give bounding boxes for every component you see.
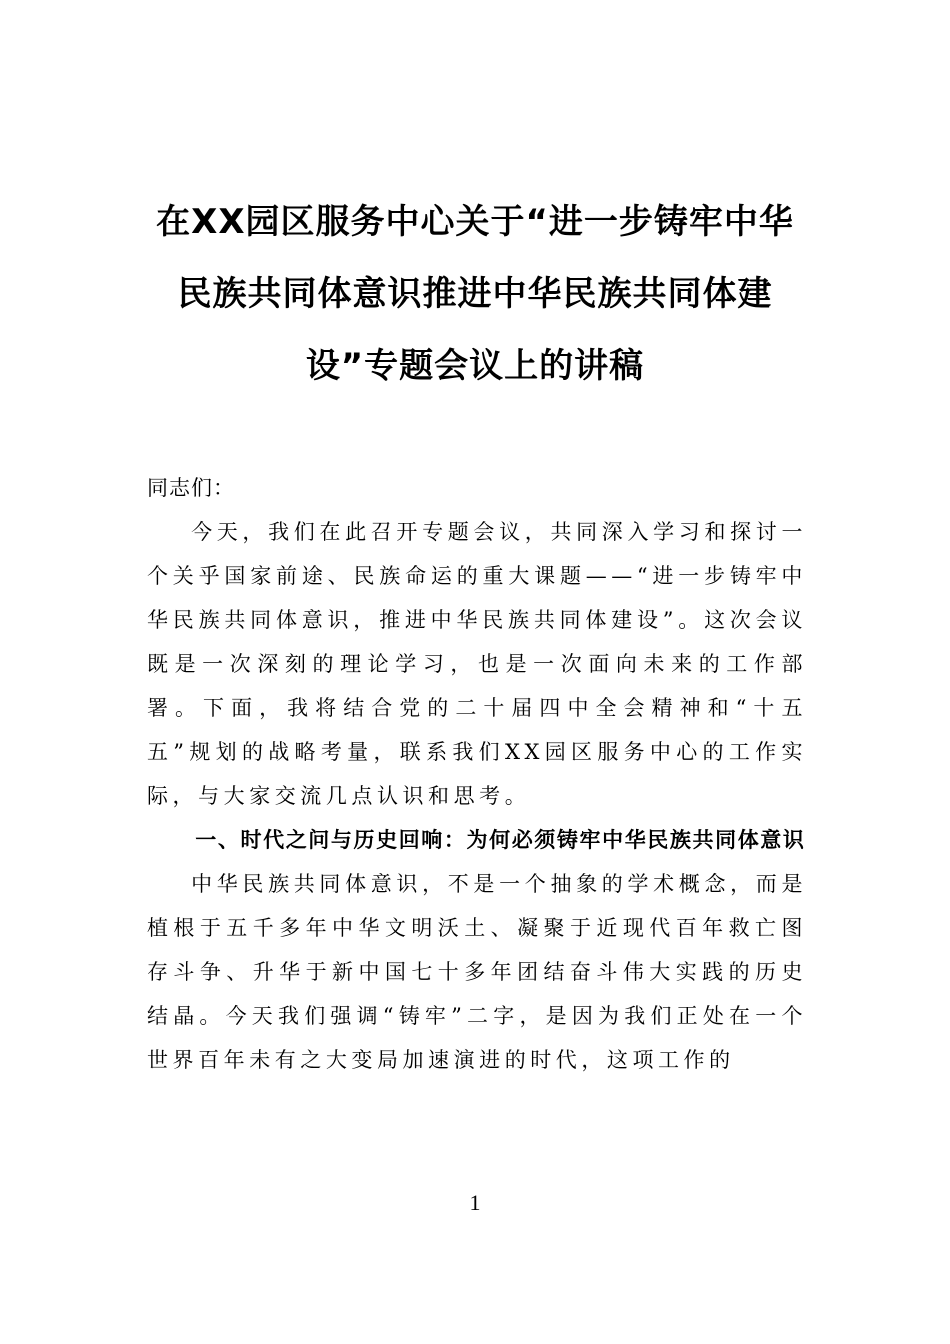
intro-paragraph: 今天，我们在此召开专题会议，共同深入学习和探讨一个关乎国家前途、民族命运的重大课题——“进一步铸牢中华民族共同体意识，推进中华民族共同体建设”。这次会议既是一次深刻的理论学习，也是一次面向未来的工作部署。下面，我将结合党的二十届四中全会精神和“十五五”规划的战略考量，联系我们XX园区服务中心的工作实际，与大家交流几点认识和思考。 [147,520,807,808]
section-paragraph: 中华民族共同体意识，不是一个抽象的学术概念，而是植根于五千多年中华文明沃土、凝聚于近现代百年救亡图存斗争、升华于新中国七十多年团结奋斗伟大实践的历史结晶。今天我们强调“铸牢”二字，是因为我们正处在一个世界百年未有之大变局加速演进的时代，这项工作的 [147,872,807,1072]
salutation: 同志们： [147,476,235,500]
title-line-1: 在XX园区服务中心关于“进一步铸牢中华 [156,202,794,242]
page-number: 1 [469,1190,481,1215]
title-line-3: 设”专题会议上的讲稿 [305,346,645,386]
document-title [120,186,830,402]
title-line-2: 民族共同体意识推进中华民族共同体建 [177,274,773,314]
section-heading: 一、时代之问与历史回响：为何必须铸牢中华民族共同体意识 [195,828,806,852]
document-body [147,466,807,1082]
